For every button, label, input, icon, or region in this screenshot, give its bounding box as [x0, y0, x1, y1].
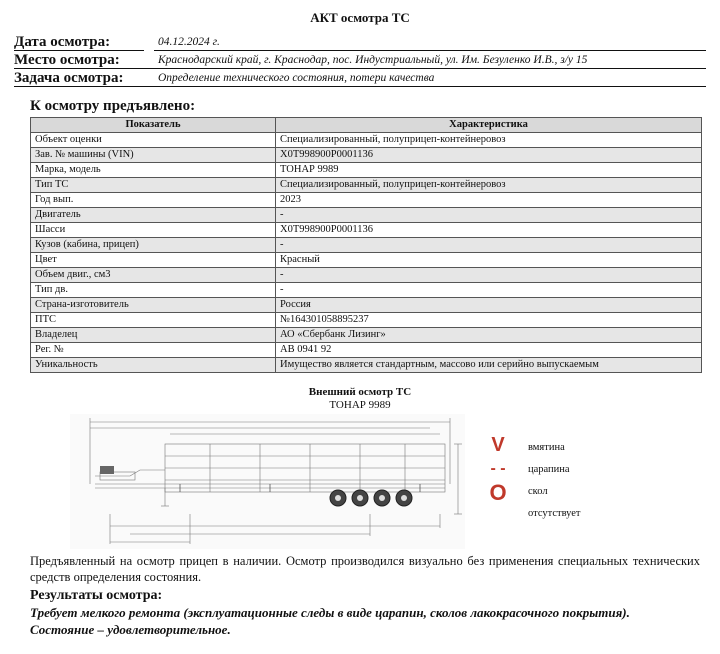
table-cell: Тип ТС	[31, 178, 276, 193]
table-cell: Специализированный, полуприцеп-контейнеровоз	[276, 133, 702, 148]
table-row	[31, 223, 702, 238]
table-cell: 2023	[276, 193, 702, 208]
date-label-underline	[14, 50, 144, 51]
table-cell: Владелец	[31, 328, 276, 343]
table-cell: ТОНАР 9989	[276, 163, 702, 178]
table-cell: Рег. №	[31, 343, 276, 358]
table-row	[31, 298, 702, 313]
table-row	[31, 193, 702, 208]
table-row	[31, 343, 702, 358]
dent-symbol: V	[491, 434, 505, 456]
table-cell: Цвет	[31, 253, 276, 268]
table-row	[31, 208, 702, 223]
table-cell: Объект оценки	[31, 133, 276, 148]
task-value: Определение технического состояния, потери качества	[158, 72, 435, 84]
table-cell: Специализированный, полуприцеп-контейнеровоз	[276, 178, 702, 193]
task-label: Задача осмотра:	[14, 70, 124, 86]
table-header-cell: Показатель	[31, 118, 276, 133]
document-title: АКТ осмотра ТС	[310, 10, 410, 25]
table-cell: АО «Сбербанк Лизинг»	[276, 328, 702, 343]
results-text: Требует мелкого ремонта (эксплуатационные следы в виде царапин, сколов лакокрасочного покрытия). Состояние – удовлетворительное.	[30, 605, 630, 637]
table-row	[31, 283, 702, 298]
table-row	[31, 163, 702, 178]
table-header-row	[31, 118, 702, 133]
chip-label: скол	[528, 486, 548, 497]
results-title: Результаты осмотра:	[30, 588, 163, 603]
place-row	[14, 52, 706, 69]
table-cell: Марка, модель	[31, 163, 276, 178]
inspection-note: Предъявленный на осмотр прицеп в наличии. Осмотр производился визуально без применения специальных технических средств определения состояния.	[30, 554, 700, 584]
table-cell: Год вып.	[31, 193, 276, 208]
table-cell: X0T998900P0001136	[276, 223, 702, 238]
date-label: Дата осмотра:	[14, 34, 111, 50]
table-cell: АВ 0941 92	[276, 343, 702, 358]
scratch-label: царапина	[528, 464, 570, 475]
table-row	[31, 358, 702, 373]
task-underline	[14, 86, 706, 87]
place-value: Краснодарский край, г. Краснодар, пос. Индустриальный, ул. Им. Безуленко И.В., з/у 15	[158, 54, 588, 66]
table-row	[31, 328, 702, 343]
table-cell: Страна-изготовитель	[31, 298, 276, 313]
trailer-drawing	[70, 414, 465, 549]
table-row	[31, 238, 702, 253]
table-cell: Тип дв.	[31, 283, 276, 298]
table-row	[31, 268, 702, 283]
dent-label: вмятина	[528, 442, 565, 453]
place-underline	[14, 68, 706, 69]
table-cell: Зав. № машины (VIN)	[31, 148, 276, 163]
exam-title: Внешний осмотр ТС	[308, 386, 412, 398]
scratch-symbol: - -	[490, 460, 506, 477]
table-cell: Кузов (кабина, прицеп)	[31, 238, 276, 253]
table-cell: Красный	[276, 253, 702, 268]
date-row	[14, 34, 706, 51]
date-value: 04.12.2024 г.	[158, 36, 220, 48]
exam-subtitle: ТОНАР 9989	[329, 399, 391, 411]
specs-table	[30, 117, 702, 373]
table-cell: Шасси	[31, 223, 276, 238]
table-row	[31, 148, 702, 163]
table-row	[31, 178, 702, 193]
table-cell: Имущество является стандартным, массово или серийно выпускаемым	[276, 358, 702, 373]
table-header-cell: Характеристика	[276, 118, 702, 133]
table-cell: Россия	[276, 298, 702, 313]
damage-legend	[484, 436, 614, 526]
table-cell: №164301058895237	[276, 313, 702, 328]
table-cell: -	[276, 238, 702, 253]
missing-label: отсутствует	[528, 508, 581, 519]
table-cell: Уникальность	[31, 358, 276, 373]
section-title: К осмотру предъявлено:	[30, 98, 196, 114]
chip-symbol: O	[489, 480, 507, 505]
date-value-underline	[154, 50, 706, 51]
table-cell: -	[276, 208, 702, 223]
table-row	[31, 313, 702, 328]
table-cell: ПТС	[31, 313, 276, 328]
table-row	[31, 253, 702, 268]
task-row	[14, 70, 706, 87]
table-cell: X0T998900P0001136	[276, 148, 702, 163]
table-cell: -	[276, 283, 702, 298]
table-row	[31, 133, 702, 148]
table-cell: -	[276, 268, 702, 283]
place-label: Место осмотра:	[14, 52, 120, 68]
table-cell: Двигатель	[31, 208, 276, 223]
table-cell: Объем двиг., см3	[31, 268, 276, 283]
